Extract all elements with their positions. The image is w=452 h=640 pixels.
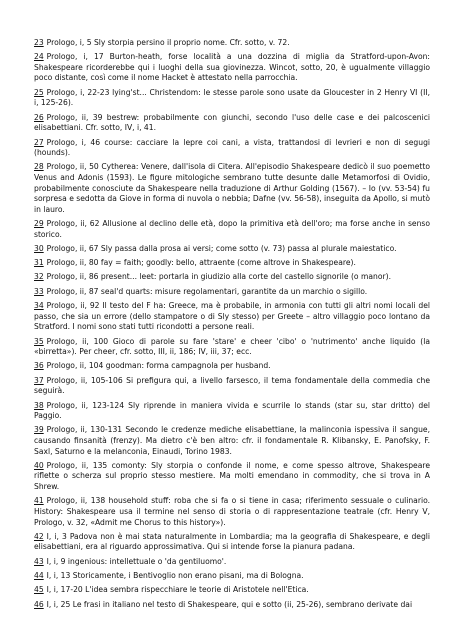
footnote (34, 244, 430, 255)
footnote-number[interactable]: 25 (34, 87, 44, 97)
footnote (34, 337, 430, 358)
footnote (34, 425, 430, 457)
footnote (34, 571, 430, 582)
footnote-text: Prologo, i, 17 Burton-heath, forse località a una dozzina di miglia da Stratford-upon-Avon: Shakespeare ricorderebbe qui i luoghi della sua giovinezza. Wincot, sotto, 20, è ugualmente villaggio poco distante, così come il nome Hacket è attestato nella parrocchia. (34, 52, 430, 83)
footnote (34, 272, 430, 283)
footnote-number[interactable]: 32 (34, 272, 44, 282)
footnote-number[interactable]: 45 (34, 585, 44, 595)
footnote (34, 301, 430, 333)
footnote (34, 38, 430, 49)
footnote-text: Prologo, i, 5 Sly storpia persino il proprio nome. Cfr. sotto, v. 72. (46, 38, 290, 47)
footnote-number[interactable]: 36 (34, 361, 44, 371)
footnote (34, 600, 430, 611)
footnote-number[interactable]: 27 (34, 137, 44, 147)
footnote (34, 585, 430, 596)
footnote-text: Prologo, ii, 50 Cytherea: Venere, dall'isola di Citera. All'episodio Shakespeare dedicò il suo poemetto Venus and Adonis (1593). Le figure mitologiche sembrano tutte desunte dalle Metamorfosi di Ovidio, probabilmente conosciute da Shakespeare nella traduzione di Arthur Golding (1567). – Io (vv. 53-54) fu sorpresa e sedotta da Giove in forma di nuvola o nebbia; Dafne (vv. 56-58), inseguita da Apollo, si mutò in lauro. (34, 162, 430, 214)
footnote (34, 258, 430, 269)
footnote-text: I, i, 9 ingenious: intellettuale o 'da gentiluomo'. (46, 556, 227, 566)
footnote-number[interactable]: 31 (34, 258, 44, 268)
footnote-text: Prologo, ii, 100 Gioco di parole su fare 'stare' e cheer 'cibo' o 'nutrimento' anche liquido (la «birretta»). Per cheer, cfr. sotto, III, ii, 186; IV, iii, 37; ecc. (34, 336, 430, 357)
footnote-number[interactable]: 26 (34, 112, 44, 122)
footnote-text: Prologo, ii, 62 Allusione al declino delle età, dopo la primitiva età dell'oro; ma forse anche in senso storico. (34, 219, 430, 239)
footnote-number[interactable]: 42 (34, 531, 44, 541)
footnote-text: Prologo, i, 22-23 lying'st... Christendom: le stesse parole sono usate da Gloucester in 2 Henry VI (II, i, 125-26). (34, 87, 430, 108)
footnote-number[interactable]: 29 (34, 219, 44, 229)
footnote-text: Prologo, ii, 130-131 Secondo le credenze mediche elisabettiane, la malinconia ispessiva il sangue, causando finsanità (frenzy). Ma dietro c'è ben altro: cfr. il fondamentale R. Klibansky, E. Panofsky, F. Saxl, Saturno e la melanconia, Einaudi, Torino 1983. (34, 425, 430, 456)
footnote (34, 138, 430, 159)
footnote-number[interactable]: 35 (34, 336, 44, 346)
footnote-text: Prologo, ii, 92 Il testo del F ha: Greece, ma è probabile, in armonia con tutti gli altri nomi locali del passo, che sia un errore (dello stampatore o di Sly stesso) per Greete – altro villaggio poco lontano da Stratford. I nomi sono stati tutti ricondotti a persone reali. (34, 301, 430, 332)
footnote (34, 461, 430, 493)
footnote-number[interactable]: 24 (34, 52, 44, 62)
footnote-number[interactable]: 30 (34, 243, 44, 253)
footnote (34, 557, 430, 568)
footnote-number[interactable]: 23 (34, 38, 44, 47)
footnote (34, 376, 430, 397)
footnote (34, 52, 430, 84)
footnote-number[interactable]: 41 (34, 496, 44, 506)
footnote (34, 401, 430, 422)
footnote-text: Prologo, ii, 123-124 Sly riprende in maniera vivida e scurrile lo stands (star su, star dritto) del Paggio. (34, 400, 430, 421)
footnote-number[interactable]: 34 (34, 301, 44, 311)
footnote-text: Prologo, ii, 80 fay = faith; goodly: bello, attraente (come altrove in Shakespeare). (46, 258, 356, 268)
footnote (34, 88, 430, 109)
footnote-text: Prologo, ii, 86 present... leet: portarla in giudizio alla corte del castello signorile (o manor). (46, 272, 391, 282)
footnote-number[interactable]: 40 (34, 460, 44, 470)
footnote-number[interactable]: 33 (34, 286, 44, 296)
footnote-number[interactable]: 38 (34, 400, 44, 410)
footnote-number[interactable]: 37 (34, 375, 44, 385)
footnote (34, 287, 430, 298)
footnote (34, 532, 430, 553)
footnote-list (34, 38, 430, 614)
footnote (34, 219, 430, 240)
footnote-number[interactable]: 28 (34, 162, 44, 172)
footnote-number[interactable]: 43 (34, 556, 44, 566)
footnote (34, 496, 430, 528)
footnote (34, 162, 430, 215)
footnote-text: Prologo, ii, 67 Sly passa dalla prosa ai versi; come sotto (v. 73) passa al plurale maiestatico. (46, 243, 397, 253)
footnote-text: Prologo, ii, 105-106 Si prefigura qui, a livello farsesco, il tema fondamentale della commedia che seguirà. (34, 375, 430, 396)
footnote-text: Prologo, ii, 87 seal'd quarts: misure regolamentari, garantite da un marchio o sigillo. (46, 286, 368, 296)
footnote-text: I, i, 3 Padova non è mai stata naturalmente in Lombardia; ma la geografia di Shakespeare, e degli elisabettiani, era al riguardo approssimativa. Qui si intende forse la pianura padana. (34, 531, 430, 552)
footnote (34, 361, 430, 372)
footnote-text: Prologo, ii, 138 household stuff: roba che si fa o si tiene in casa; riferimento sessuale o culinario. History: Shakespeare usa il termine nel senso di storia o di rappresentazione teatrale (cfr. Henry V, Prologo, v. 32, «Admit me Chorus to this history»). (34, 496, 430, 527)
footnote-text: I, i, 13 Storicamente, i Bentivoglio non erano pisani, ma di Bologna. (46, 570, 304, 580)
footnote-number[interactable]: 39 (34, 425, 44, 435)
footnote-number[interactable]: 44 (34, 570, 44, 580)
footnote-text: I, i, 17-20 L'idea sembra rispecchiare le teorie di Aristotele nell'Etica. (46, 585, 309, 595)
footnote-text: I, i, 25 Le frasi in italiano nel testo di Shakespeare, qui e sotto (ii, 25-26), sembrano derivate dai (46, 599, 413, 609)
footnote-text: Prologo, i, 46 course: cacciare la lepre coi cani, a vista, trattandosi di levrieri e non di segugi (hounds). (34, 137, 430, 158)
footnote-text: Prologo, ii, 104 goodman: forma campagnola per husband. (46, 361, 271, 371)
footnote (34, 113, 430, 134)
footnote-number[interactable]: 46 (34, 599, 44, 609)
footnote-text: Prologo, ii, 39 bestrew: probabilmente con giunchi, secondo l'uso delle case e dei palcoscenici elisabettiani. Cfr. sotto, IV, i, 41. (34, 112, 430, 133)
footnote-text: Prologo, ii, 135 comonty: Sly storpia o confonde il nome, e come spesso altrove, Shakespeare riflette o scherza sul proprio stesso mestiere. Ma molti emendano in commodity, che si trova in A Shrew. (34, 460, 430, 492)
